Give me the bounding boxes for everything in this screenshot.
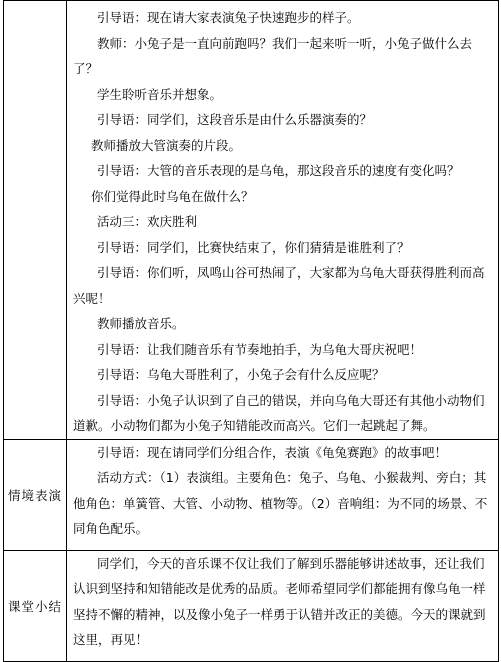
paragraph: 教师播放大管演奏的片段。	[91, 137, 242, 153]
paragraph: 学生聆听音乐并想象。	[97, 86, 223, 102]
paragraph: 引导语：乌龟大哥胜利了，小兔子会有什么反应呢？	[97, 367, 385, 382]
paragraph: 活动三：欢庆胜利	[97, 214, 198, 229]
row-label	[4, 1, 67, 440]
table-row	[4, 550, 499, 661]
table-row	[4, 439, 499, 550]
lesson-plan-table	[3, 0, 499, 662]
paragraph: 活动方式：（1）表演组。主要角色：兔子、乌龟、小猴裁判、旁白；其他角色：单簧管、大管、小动物、植物等。（2）音响组：为不同的场景、不同角色配乐。	[73, 470, 488, 536]
paragraph: 你们觉得此时乌龟在做什么？	[91, 188, 254, 204]
paragraph: 引导语：现在请大家表演兔子快速跑步的样子。	[97, 10, 360, 25]
paragraph: 引导语：现在请同学们分组合作，表演《龟兔赛跑》的故事吧！	[97, 444, 448, 460]
paragraph: 教师：小兔子是一直向前跑吗？我们一起来听一听，小兔子做什么去了？	[73, 35, 473, 76]
row-content	[67, 439, 499, 550]
row-label: 情境表演	[4, 439, 67, 550]
table-row	[4, 1, 499, 440]
paragraph: 引导语：你们听，凤鸣山谷可热闹了，大家都为乌龟大哥获得胜利而高兴呢！	[73, 265, 485, 306]
paragraph: 引导语：让我们随音乐有节奏地拍手，为乌龟大哥庆祝吧！	[97, 341, 423, 357]
paragraph: 引导语：大管的音乐表现的是乌龟，那这段音乐的速度有变化吗？	[97, 163, 460, 178]
paragraph: 教师播放音乐。	[97, 316, 185, 331]
paragraph: 引导语：小兔子认识到了自己的错误，并向乌龟大哥还有其他小动物们道歉。小动物们都为小兔子知错能改而高兴。它们一起跳起了舞。	[73, 392, 485, 433]
row-content	[67, 1, 499, 440]
paragraph: 同学们，今天的音乐课不仅让我们了解到乐器能够讲述故事，还让我们认识到坚持和知错能改是优秀的品质。老师希望同学们都能拥有像乌龟一样坚持不懈的精神，以及像小兔子一样勇于认错并改正的美德。今天的课就到这里，再见！	[73, 555, 486, 647]
paragraph: 引导语：同学们，比赛快结束了，你们猜猜是谁胜利了？	[97, 239, 410, 255]
paragraph: 引导语：同学们，这段音乐是由什么乐器演奏的？	[97, 112, 373, 127]
row-label: 课堂小结	[4, 550, 67, 661]
row-content	[67, 550, 499, 661]
